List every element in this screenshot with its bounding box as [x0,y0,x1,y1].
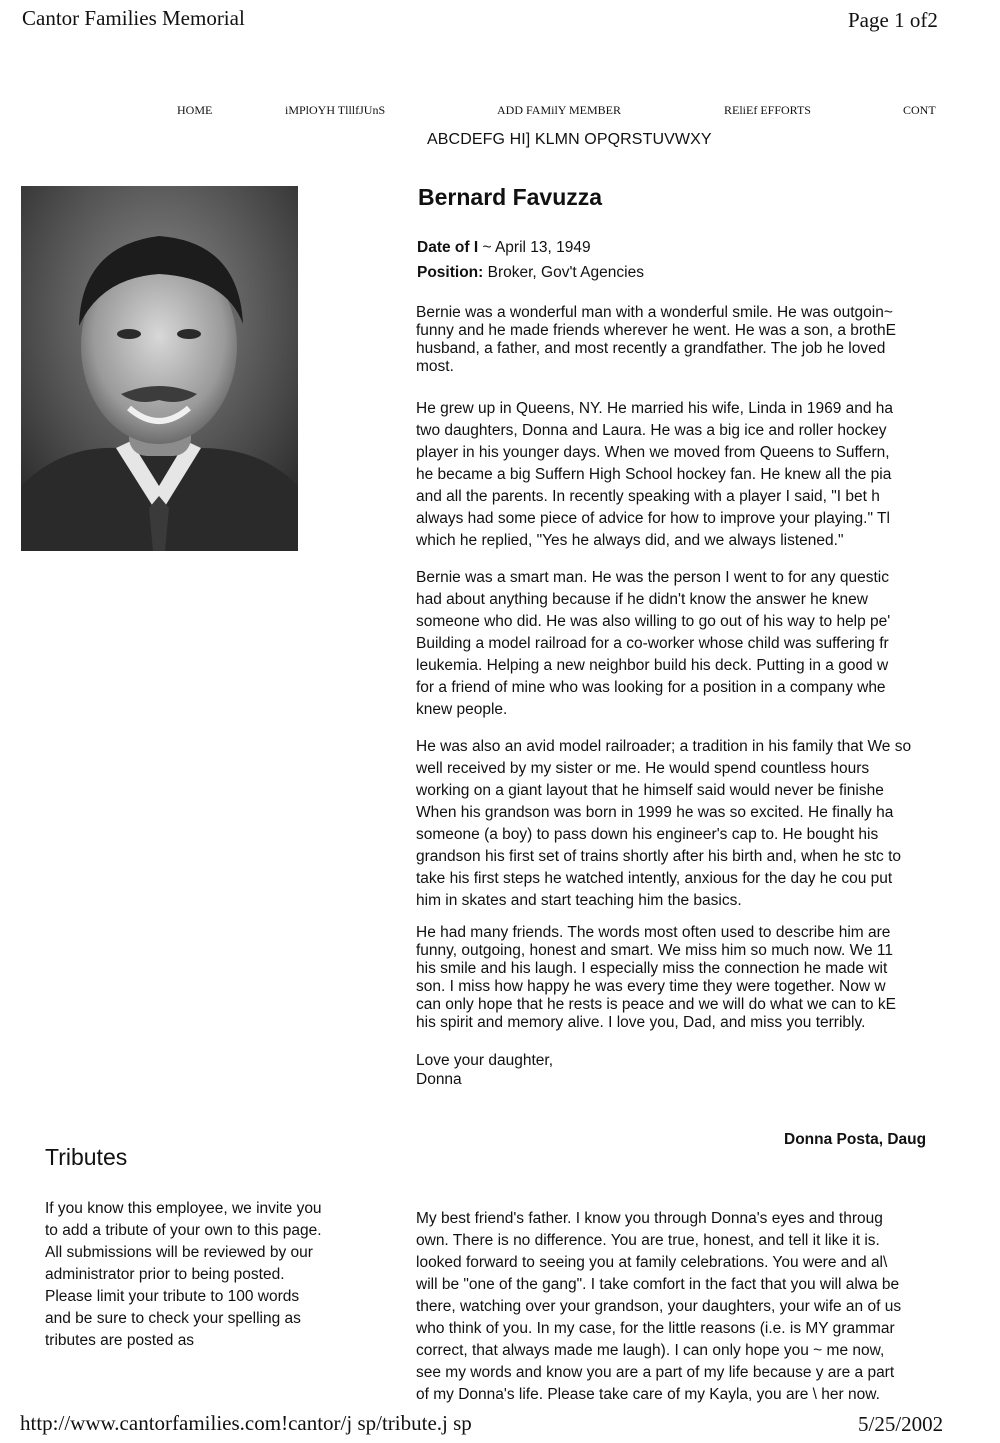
bio-paragraph-3: Bernie was a smart man. He was the person I went to for any questic had about anything because if he didn't know the answer he knew someone who did. He was also willing to go out of his way to help pe' Building a model railroad for a co-worker whose child was suffering fr leukemia. Helping a new neighbor build his deck. Putting in a good w for a friend of mine who was looking for a position in a company whe knew people. [416,569,891,718]
date-of-birth [417,239,591,257]
date-of-birth-value: ~ April 13, 1949 [482,239,591,256]
nav-relief-efforts[interactable]: REliEf EFFORTS [724,103,811,117]
nav-home[interactable]: HOME [177,103,213,117]
portrait-photo [21,186,298,551]
tribute-instructions: If you know this employee, we invite you to add a tribute of your own to this page. All submissions will be reviewed by our administrator prior to being posted. Please limit your tribute to 100 words and be sure to check your spelling as tributes are posted as [45,1200,322,1349]
bio-paragraph-4: He was also an avid model railroader; a tradition in his family that We so well received by my sister or me. He would spend countless hours working on a giant layout that he himself said would never be finishe When his grandson was born in 1999 he was so excited. He finally ha someone (a boy) to pass down his engineer's cap to. He bought his grandson his first set of trains shortly after his birth and, when he stc to take his first steps he watched intently, anxious for the day he cou put him in skates and start teaching him the basics. [416,738,912,909]
bio-signoff: Love your daughter, Donna [416,1052,554,1088]
tribute-author: Donna Posta, Daug [784,1131,927,1148]
print-header-title: Cantor Families Memorial [22,6,245,30]
position-label: Position: [417,264,484,281]
nav-contact[interactable]: CONT [903,103,936,117]
position-value: Broker, Gov't Agencies [487,264,644,281]
tributes-heading: Tributes [45,1144,128,1170]
position [417,264,644,282]
date-of-birth-label: Date of I [417,239,479,256]
employee-name: Bernard Favuzza [418,184,603,210]
bio-paragraph-5: He had many friends. The words most often used to describe him are funny, outgoing, honest and smart. We miss him so much now. We 11 his smile and his laugh. I especially miss the connection he made wit son. I miss how happy he was every time they were together. Now w can only hope that he rests is peace and we will do what we can to kE his spirit and memory alive. I love you, Dad, and miss you terribly. [416,924,896,1031]
bio-paragraph-2: He grew up in Queens, NY. He married his wife, Linda in 1969 and ha two daughters, Donna and Laura. He was a big ice and roller hockey player in his younger days. When we moved from Queens to Suffern, he became a big Suffern High School hockey fan. He knew all the pia and all the parents. In recently speaking with a player I said, "I bet h always had some piece of advice for how to improve your playing." Tl which he replied, "Yes he always did, and we always listened." [416,400,894,549]
nav-employee-tributes[interactable]: iMPlOYH TlllfJUnS [285,103,386,117]
portrait-image [21,186,298,551]
print-footer-date: 5/25/2002 [858,1412,944,1436]
nav-add-family-member[interactable]: ADD FAMilY MEMBER [497,103,622,117]
tribute-entry: My best friend's father. I know you through Donna's eyes and throug own. There is no difference. You are true, honest, and tell it like it is. looked forward to seeing you at family celebrations. You were and al\ will be "one of the gang". I take comfort in the fact that you will alwa be there, watching over your grandson, your daughters, your wife an of us who think of you. In my case, for the little reasons (i.e. is MY grammar correct, that always made me laugh). I can only hope you ~ me now, see my words and know you are a part of my life because y are a part of my Donna's life. Please take care of my Kayla, you are \ her now. [416,1210,902,1403]
print-footer-url: http://www.cantorfamilies.com!cantor/j sp/tribute.j sp [20,1411,472,1435]
alphabet-index[interactable]: ABCDEFG HI] KLMN OPQRSTUVWXY [427,131,712,148]
bio-paragraph-1: Bernie was a wonderful man with a wonderful smile. He was outgoin~ funny and he made friends wherever he went. He was a son, a brothE husband, a father, and most recently a grandfather. The job he loved most. [416,304,896,375]
print-page-number: Page 1 of2 [848,8,938,32]
